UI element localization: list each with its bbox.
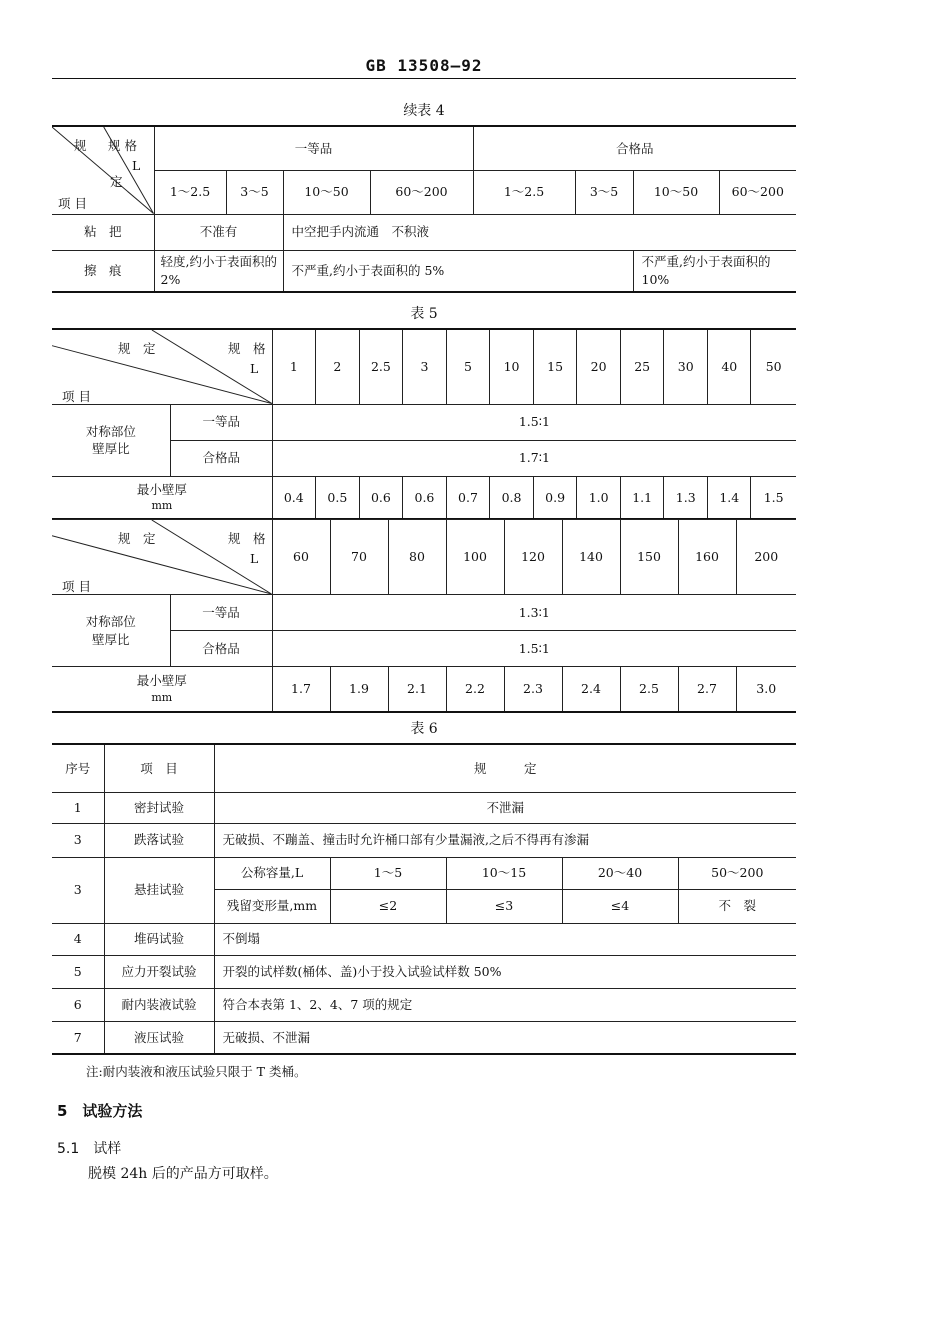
table4-cell: 不准有 xyxy=(154,214,283,250)
table6-row-no: 4 xyxy=(52,923,104,955)
table5-min-value: 1.5 xyxy=(751,476,796,519)
table5-part2-ratio-first: 1.3∶1 xyxy=(272,595,796,631)
table6-hang-def: ≤2 xyxy=(330,889,446,923)
table6-row-item: 耐内装液试验 xyxy=(104,988,214,1021)
table6-row-no: 1 xyxy=(52,792,104,823)
table5-part2-corner-cell xyxy=(52,520,272,595)
table4-size: 1～2.5 xyxy=(473,170,575,214)
table6-hang-def: ≤4 xyxy=(562,889,678,923)
table5-part2-min-value: 2.7 xyxy=(678,667,736,712)
table5-part2-min-wall-label xyxy=(52,667,272,712)
table6-row-no: 3 xyxy=(52,823,104,857)
table4-size: 60～200 xyxy=(370,170,473,214)
table6 xyxy=(52,743,796,1055)
table5-size: 3 xyxy=(402,329,446,404)
table5-size: 15 xyxy=(534,329,577,404)
table4-cell: 不严重,约小于表面积的 5% xyxy=(283,250,633,292)
table5-part2-min-value: 1.7 xyxy=(272,667,330,712)
table5-min-wall-label xyxy=(52,476,272,519)
table5-min-value: 1.4 xyxy=(708,476,751,519)
table5-min-value: 0.4 xyxy=(272,476,315,519)
table4-grade-qualified: 合格品 xyxy=(473,126,796,170)
header-rule xyxy=(52,78,796,79)
section5-title: 5 试验方法 xyxy=(57,1102,143,1120)
table4-cell: 不严重,约小于表面积的 10% xyxy=(633,250,796,292)
section5-subtitle: 5.1 试样 xyxy=(57,1141,122,1157)
table5-ratio-qualified: 1.7∶1 xyxy=(272,440,796,476)
table6-hang-cap: 50～200 xyxy=(678,857,796,889)
table6-row-item: 应力开裂试验 xyxy=(104,955,214,988)
table4-size: 1～2.5 xyxy=(154,170,226,214)
table4-corner-l: L xyxy=(132,158,141,173)
table5-size: 30 xyxy=(664,329,708,404)
table6-hang-cap: 1～5 xyxy=(330,857,446,889)
table5-part1 xyxy=(52,328,796,520)
table5-part2-corner-spec: 规 格 xyxy=(228,531,266,546)
table5-size: 40 xyxy=(708,329,751,404)
table5-min-value: 1.1 xyxy=(621,476,664,519)
table5-part2-min-value: 2.1 xyxy=(388,667,446,712)
table6-header-no: 序号 xyxy=(52,744,104,792)
table4-corner-rule-b: 定 xyxy=(110,174,123,189)
table5-size: 1 xyxy=(272,329,315,404)
table6-hang-cap: 20～40 xyxy=(562,857,678,889)
table5-min-value: 0.5 xyxy=(315,476,359,519)
table5-part2-group-label xyxy=(52,595,170,667)
table5-part2-corner-item: 项 目 xyxy=(62,579,91,594)
table6-row-spec: 符合本表第 1、2、4、7 项的规定 xyxy=(214,988,796,1021)
table6-hang-cap: 10～15 xyxy=(446,857,562,889)
table4-cell: 轻度,约小于表面积的 2% xyxy=(154,250,283,292)
table5-part2-min-value: 2.4 xyxy=(562,667,620,712)
table4-size: 10～50 xyxy=(633,170,719,214)
table5-min-value: 1.3 xyxy=(664,476,708,519)
table5-part2-ratio-qualified: 1.5∶1 xyxy=(272,631,796,667)
table5-part2-min-value: 2.2 xyxy=(446,667,504,712)
table5-part2-size: 120 xyxy=(504,520,562,595)
table6-row-spec: 开裂的试样数(桶体、盖)小于投入试验试样数 50% xyxy=(214,955,796,988)
table5-corner-spec: 规 格 xyxy=(228,341,266,356)
table5-size: 5 xyxy=(446,329,489,404)
table5-part2-min-value: 2.3 xyxy=(504,667,562,712)
table5-min-value: 0.9 xyxy=(534,476,577,519)
table5-part2-size: 200 xyxy=(736,520,796,595)
table6-caption: 表 6 xyxy=(410,721,438,737)
table5-part2-size: 150 xyxy=(620,520,678,595)
table5-group-label-line1: 对称部位 xyxy=(85,423,136,439)
table5-part2-grade-first: 一等品 xyxy=(170,595,272,631)
table6-row-spec: 无破损、不泄漏 xyxy=(214,1021,796,1054)
table5-size: 2.5 xyxy=(359,329,402,404)
table4-corner-cell xyxy=(52,126,154,214)
table6-hang-item: 悬挂试验 xyxy=(104,857,214,923)
table6-row-item: 液压试验 xyxy=(104,1021,214,1054)
table5-size: 25 xyxy=(621,329,664,404)
table5-min-value: 0.6 xyxy=(402,476,446,519)
table6-hang-cap-label: 公称容量,L xyxy=(214,857,330,889)
table6-row-spec: 不泄漏 xyxy=(214,792,796,823)
table6-hang-def-label: 残留变形量,mm xyxy=(214,889,330,923)
table5-size: 2 xyxy=(315,329,359,404)
table4-size: 60～200 xyxy=(719,170,796,214)
table6-header-spec: 规 定 xyxy=(214,744,796,792)
document-code: GB 13508—92 xyxy=(365,56,483,75)
table6-row-item: 跌落试验 xyxy=(104,823,214,857)
table5-min-value: 0.7 xyxy=(446,476,489,519)
table6-hang-def: ≤3 xyxy=(446,889,562,923)
table5-size: 10 xyxy=(490,329,534,404)
table5-corner-item: 项 目 xyxy=(62,389,91,404)
table5-part2-size: 80 xyxy=(388,520,446,595)
table4-cell: 中空把手内流通 不积液 xyxy=(283,214,796,250)
table4-grade-first: 一等品 xyxy=(154,126,473,170)
table5-size: 20 xyxy=(577,329,621,404)
table5-part2-group-label-line2: 壁厚比 xyxy=(91,631,130,647)
table6-note: 注:耐内装液和液压试验只限于 T 类桶。 xyxy=(86,1064,307,1079)
table6-row-no: 5 xyxy=(52,955,104,988)
table5-part2-group-label-line1: 对称部位 xyxy=(85,614,136,629)
table5-group-label xyxy=(52,404,170,476)
table5-part2-min-value: 2.5 xyxy=(620,667,678,712)
table6-row-spec: 不倒塌 xyxy=(214,923,796,955)
table4-caption: 续表 4 xyxy=(403,103,445,119)
table6-header-item: 项 目 xyxy=(104,744,214,792)
table5-part2-corner-rule: 规 定 xyxy=(118,531,156,546)
table5-part2-min-wall-text: 最小壁厚 xyxy=(136,673,187,689)
table5-min-wall-unit: mm xyxy=(151,499,173,513)
table5-part2-min-value: 3.0 xyxy=(736,667,796,712)
table5-corner-cell xyxy=(52,329,272,404)
table5-min-value: 1.0 xyxy=(577,476,621,519)
table4-corner-item: 项 目 xyxy=(58,196,87,211)
table5-part2-size: 140 xyxy=(562,520,620,595)
table4-corner-spec: 规 格 xyxy=(108,138,137,153)
table5-part2-grade-qualified: 合格品 xyxy=(170,631,272,667)
table5-part2-corner-l: L xyxy=(250,551,259,566)
table5-part2-min-wall-unit: mm xyxy=(151,690,173,704)
table5-part2-min-value: 1.9 xyxy=(330,667,388,712)
table6-hang-no: 3 xyxy=(52,857,104,923)
table5-caption: 表 5 xyxy=(410,306,438,322)
table6-row-item: 密封试验 xyxy=(104,792,214,823)
table4-size: 3～5 xyxy=(226,170,283,214)
table5-ratio-first: 1.5∶1 xyxy=(272,404,796,440)
table6-row-no: 7 xyxy=(52,1021,104,1054)
table5-group-label-line2: 壁厚比 xyxy=(92,441,130,456)
table5-corner-rule: 规 定 xyxy=(118,341,156,356)
section5-text: 脱模 24h 后的产品方可取样。 xyxy=(88,1166,278,1182)
table5-part2-size: 100 xyxy=(446,520,504,595)
table5-part2 xyxy=(52,519,796,713)
table4-row-label: 擦 痕 xyxy=(52,250,154,292)
table5-min-value: 0.6 xyxy=(359,476,402,519)
table5-grade-first: 一等品 xyxy=(170,404,272,440)
table5-corner-l: L xyxy=(250,361,259,376)
table4-size: 3～5 xyxy=(575,170,633,214)
table4-row-label: 粘 把 xyxy=(52,214,154,250)
table6-row-spec: 无破损、不蹦盖、撞击时允许桶口部有少量漏液,之后不得再有渗漏 xyxy=(214,823,796,857)
table5-size: 50 xyxy=(751,329,796,404)
table5-part2-size: 70 xyxy=(330,520,388,595)
table4 xyxy=(52,125,796,293)
table5-part2-size: 160 xyxy=(678,520,736,595)
table5-grade-qualified: 合格品 xyxy=(170,440,272,476)
table5-min-wall-text: 最小壁厚 xyxy=(136,481,187,497)
table6-row-no: 6 xyxy=(52,988,104,1021)
table4-size: 10～50 xyxy=(283,170,370,214)
table4-corner-rule-a: 规 xyxy=(74,138,87,153)
table5-part2-size: 60 xyxy=(272,520,330,595)
table5-min-value: 0.8 xyxy=(490,476,534,519)
table6-hang-def: 不 裂 xyxy=(678,889,796,923)
table6-row-item: 堆码试验 xyxy=(104,923,214,955)
